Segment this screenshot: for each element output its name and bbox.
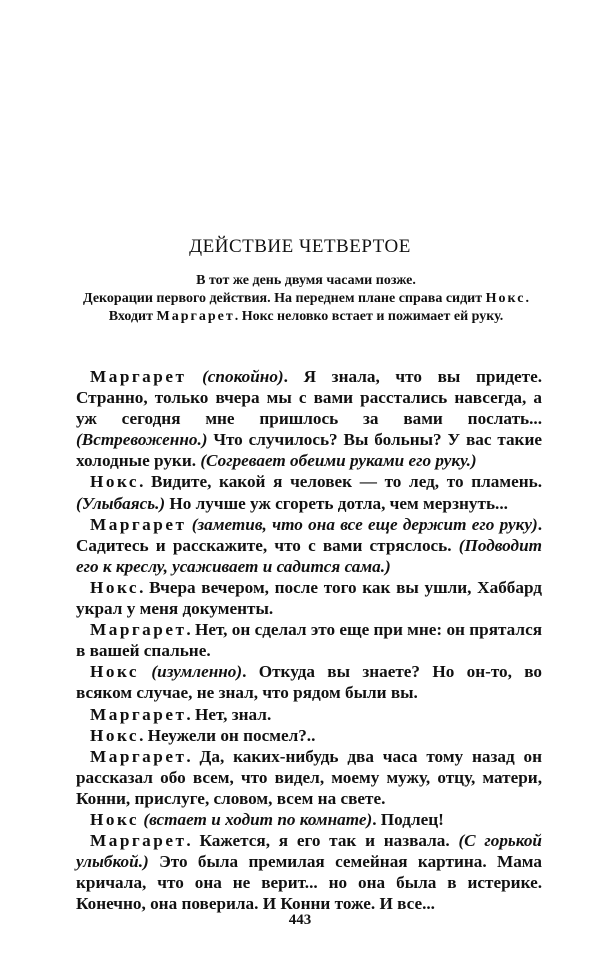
- dialogue-text: Что случилось? Вы больны? У вас такие холодные руки.: [76, 430, 542, 471]
- stage-direction-part: . Входит: [108, 291, 529, 324]
- speaker-name: Маргарет: [90, 831, 187, 851]
- dialogue-paragraph: [76, 619, 542, 661]
- dialogue-text: . Видите, какой я человек — то лед, то пламень.: [139, 472, 542, 492]
- dialogue-paragraph: [76, 577, 542, 619]
- speaker-name: Нокс: [90, 725, 140, 745]
- character-name-knox: Нокс: [485, 291, 526, 306]
- dialogue-text: . Вчера вечером, после того как вы ушли, Хаббард украл у меня документы.: [76, 577, 542, 619]
- dialogue-paragraph: [76, 725, 542, 746]
- dialogue-text: . Откуда вы знаете? Но он-то, во всяком случае, не знал, что рядом были вы.: [76, 662, 543, 703]
- stage-remark: (Подводит его к креслу, усаживает и садится сама.): [76, 535, 542, 576]
- act-title: ДЕЙСТВИЕ ЧЕТВЕРТОЕ: [189, 236, 411, 257]
- speaker-name: Нокс: [90, 662, 140, 682]
- dialogue-paragraph: [76, 471, 542, 513]
- speaker-name: Маргарет: [90, 367, 187, 386]
- dialogue-text: . Нет, он сделал это еще при мне: он прятался в вашей спальне.: [76, 620, 542, 661]
- stage-direction-time: В тот же день двумя часами позже.: [196, 273, 416, 288]
- stage-remark: (заметив, что она все еще держит его руку): [191, 514, 538, 534]
- dialogue-text: Но лучше уж сгореть дотла, чем мерзнуть...: [165, 493, 508, 513]
- dialogue-text: . Нет, знал.: [186, 704, 272, 724]
- stage-remark: (Встревоженно.): [76, 430, 208, 450]
- dialogue-text: . Подлец!: [372, 809, 444, 829]
- page-number: 443: [288, 912, 312, 928]
- dialogue-paragraph: [76, 514, 542, 577]
- speaker-name: Маргарет: [90, 704, 187, 724]
- dialogue-paragraph: [76, 661, 542, 703]
- character-name-margaret: Маргарет: [156, 309, 235, 324]
- speaker-name: Нокс: [90, 472, 140, 492]
- stage-remark: (Согревает обеими руками его руку.): [200, 451, 477, 471]
- dialogue-paragraph: [76, 746, 542, 809]
- dialogue-body: [76, 366, 542, 914]
- stage-direction-part: Декорации первого действия. На переднем плане справа сидит: [83, 291, 483, 306]
- dialogue-text: . Да, каких-нибудь два часа тому назад он рассказал обо всем, что видел, моему мужу, отцу, матери, Конни, прислуге, словом, всем на свете.: [76, 746, 542, 808]
- dialogue-paragraph: [76, 809, 542, 830]
- stage-remark: (спокойно): [202, 367, 284, 386]
- stage-remark: (изумленно): [151, 662, 243, 682]
- speaker-name: Маргарет: [90, 620, 187, 640]
- dialogue-text: . Садитесь и расскажите, что с вами стряслось.: [76, 514, 543, 555]
- speaker-name: Нокс: [90, 809, 140, 829]
- dialogue-text: . Кажется, я его так и назвала.: [186, 831, 459, 851]
- dialogue-paragraph: [76, 704, 542, 725]
- stage-direction-setting: [70, 290, 542, 326]
- stage-direction-part: . Нокс неловко встает и пожимает ей руку.: [234, 309, 504, 324]
- dialogue-text: . Неужели он посмел?..: [139, 725, 316, 745]
- stage-remark: (С горькой улыбкой.): [76, 831, 542, 872]
- dialogue-text: . Я знала, что вы придете. Странно, только вчера мы с вами расстались навсегда, а уж сегодня мне пришлось за вами послать...: [76, 367, 543, 429]
- dialogue-paragraph: [76, 366, 542, 471]
- speaker-name: Нокс: [90, 577, 140, 597]
- dialogue-paragraph: [76, 830, 542, 914]
- stage-remark: (встает и ходит по комнате): [143, 809, 373, 829]
- dialogue-text: Это была премилая семейная картина. Мама кричала, что она не верит... но она была в истерике. Конечно, она поверила. И Конни тоже. И все...: [76, 852, 542, 914]
- stage-remark: (Улыбаясь.): [76, 493, 166, 513]
- opening-stage-direction: [70, 272, 542, 326]
- speaker-name: Маргарет: [90, 746, 187, 766]
- speaker-name: Маргарет: [90, 514, 187, 534]
